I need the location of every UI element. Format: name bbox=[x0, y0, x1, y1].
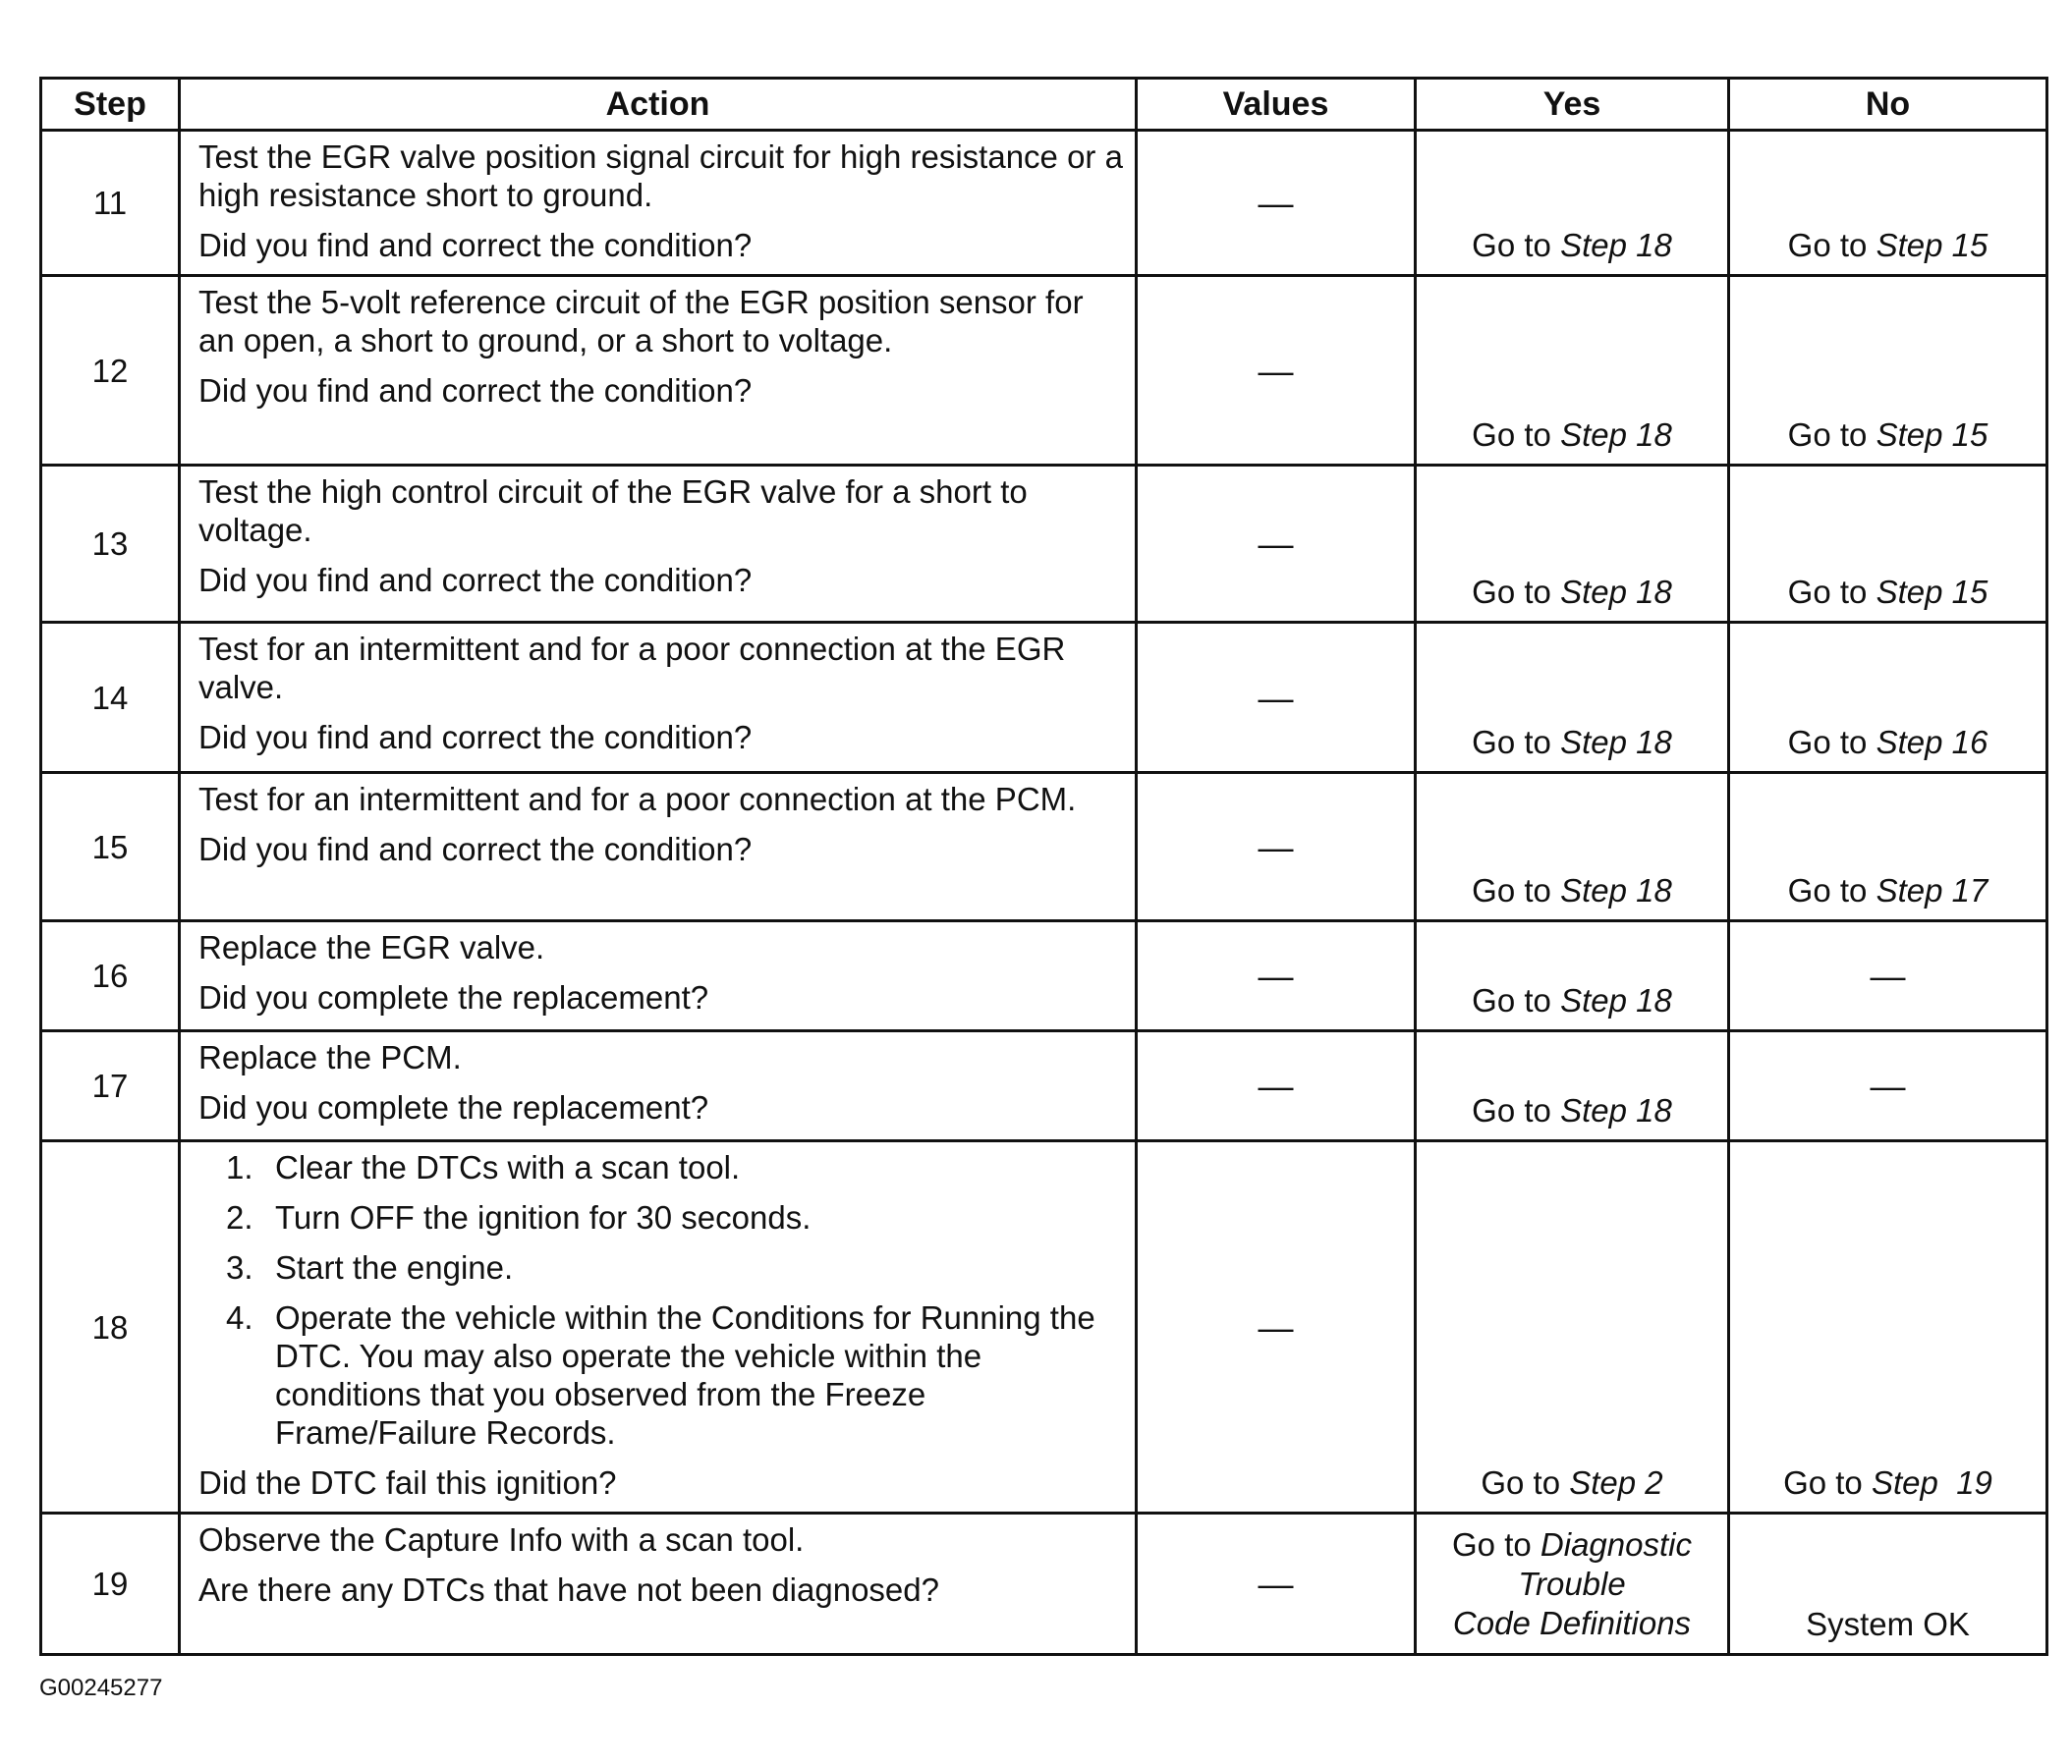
table-row bbox=[41, 1031, 2047, 1141]
yes-prefix: Go to bbox=[1472, 227, 1551, 263]
action-question: Did the DTC fail this ignition? bbox=[198, 1464, 617, 1501]
header-values: Values bbox=[1137, 79, 1416, 131]
step-number: 19 bbox=[41, 1514, 180, 1655]
values-cell: — bbox=[1137, 921, 1416, 1031]
yes-step-link: Step 2 bbox=[1569, 1464, 1663, 1501]
yes-cell bbox=[1416, 773, 1729, 921]
action-text: Test for an intermittent and for a poor connection at the EGR valve. bbox=[198, 631, 1066, 705]
no-cell bbox=[1729, 131, 2047, 276]
yes-step-link: Step 18 bbox=[1560, 724, 1672, 760]
yes-cell bbox=[1416, 131, 1729, 276]
yes-cell bbox=[1416, 623, 1729, 773]
substep-text: Clear the DTCs with a scan tool. bbox=[275, 1149, 741, 1185]
action-question: Did you complete the replacement? bbox=[198, 979, 709, 1016]
yes-step-link: Step 18 bbox=[1560, 1092, 1672, 1129]
diagnostic-table bbox=[39, 77, 2048, 1656]
yes-step-link: Step 18 bbox=[1560, 416, 1672, 453]
yes-prefix: Go to bbox=[1452, 1526, 1532, 1563]
yes-goto-line bbox=[1423, 1525, 1721, 1565]
table-row bbox=[41, 921, 2047, 1031]
yes-cell bbox=[1416, 466, 1729, 623]
step-number: 11 bbox=[41, 131, 180, 276]
step-number: 13 bbox=[41, 466, 180, 623]
action-text: Replace the PCM. bbox=[198, 1039, 462, 1075]
step-number: 16 bbox=[41, 921, 180, 1031]
no-cell: — bbox=[1729, 921, 2047, 1031]
yes-cell bbox=[1416, 921, 1729, 1031]
substep-item bbox=[226, 1148, 1125, 1186]
yes-step-link: Step 18 bbox=[1560, 982, 1672, 1019]
no-cell: System OK bbox=[1729, 1514, 2047, 1655]
action-cell bbox=[180, 276, 1137, 466]
action-text: Test the EGR valve position signal circuit for high resistance or a high resistance short to ground. bbox=[198, 138, 1123, 213]
action-text: Replace the EGR valve. bbox=[198, 929, 545, 965]
action-question: Did you find and correct the condition? bbox=[198, 227, 753, 263]
action-question: Did you find and correct the condition? bbox=[198, 562, 753, 598]
yes-cell bbox=[1416, 1031, 1729, 1141]
substep-number: 2. bbox=[226, 1199, 253, 1236]
header-step: Step bbox=[41, 79, 180, 131]
action-text: Observe the Capture Info with a scan tool. bbox=[198, 1521, 805, 1558]
no-cell bbox=[1729, 466, 2047, 623]
step-number: 18 bbox=[41, 1141, 180, 1514]
table-row bbox=[41, 466, 2047, 623]
no-step-link: Step 15 bbox=[1876, 574, 1988, 610]
yes-cell bbox=[1416, 1514, 1729, 1655]
step-number: 17 bbox=[41, 1031, 180, 1141]
yes-step-link: Step 18 bbox=[1560, 872, 1672, 909]
yes-prefix: Go to bbox=[1481, 1464, 1561, 1501]
no-cell: — bbox=[1729, 1031, 2047, 1141]
values-cell: — bbox=[1137, 623, 1416, 773]
no-prefix: Go to bbox=[1787, 574, 1868, 610]
action-cell bbox=[180, 466, 1137, 623]
yes-cell bbox=[1416, 1141, 1729, 1514]
no-prefix: Go to bbox=[1783, 1464, 1863, 1501]
action-cell bbox=[180, 773, 1137, 921]
action-cell bbox=[180, 1514, 1137, 1655]
no-step-link: Step 17 bbox=[1876, 872, 1988, 909]
action-question: Did you complete the replacement? bbox=[198, 1089, 709, 1126]
action-text: Test for an intermittent and for a poor connection at the PCM. bbox=[198, 781, 1077, 817]
no-prefix: Go to bbox=[1787, 416, 1868, 453]
no-prefix: Go to bbox=[1787, 872, 1868, 909]
values-cell: — bbox=[1137, 1141, 1416, 1514]
yes-cell bbox=[1416, 276, 1729, 466]
header-action: Action bbox=[180, 79, 1137, 131]
action-text: Test the 5-volt reference circuit of the EGR position sensor for an open, a short to ground, or a short to voltage. bbox=[198, 284, 1084, 358]
step-number: 12 bbox=[41, 276, 180, 466]
figure-code: G00245277 bbox=[39, 1675, 163, 1701]
values-cell: — bbox=[1137, 773, 1416, 921]
no-step-link: Step 15 bbox=[1876, 227, 1988, 263]
yes-prefix: Go to bbox=[1472, 416, 1551, 453]
action-text: Test the high control circuit of the EGR valve for a short to voltage. bbox=[198, 473, 1028, 548]
step-number: 15 bbox=[41, 773, 180, 921]
no-prefix: Go to bbox=[1787, 724, 1868, 760]
no-cell bbox=[1729, 1141, 2047, 1514]
substep-item bbox=[226, 1198, 1125, 1237]
table-row bbox=[41, 773, 2047, 921]
values-cell: — bbox=[1137, 276, 1416, 466]
yes-prefix: Go to bbox=[1472, 1092, 1551, 1129]
step-number: 14 bbox=[41, 623, 180, 773]
values-cell: — bbox=[1137, 131, 1416, 276]
diagnostic-table-container bbox=[39, 77, 2045, 1656]
table-row bbox=[41, 276, 2047, 466]
yes-target-line: Trouble bbox=[1518, 1566, 1626, 1602]
yes-prefix: Go to bbox=[1472, 982, 1551, 1019]
no-cell bbox=[1729, 773, 2047, 921]
values-cell: — bbox=[1137, 1514, 1416, 1655]
no-prefix: Go to bbox=[1787, 227, 1868, 263]
action-question: Did you find and correct the condition? bbox=[198, 719, 753, 755]
action-question: Did you find and correct the condition? bbox=[198, 372, 753, 409]
header-row bbox=[41, 79, 2047, 131]
header-no: No bbox=[1729, 79, 2047, 131]
yes-prefix: Go to bbox=[1472, 872, 1551, 909]
action-question: Did you find and correct the condition? bbox=[198, 831, 753, 867]
table-row bbox=[41, 131, 2047, 276]
values-cell: — bbox=[1137, 1031, 1416, 1141]
no-step-link: Step 19 bbox=[1871, 1464, 1992, 1501]
no-step-link: Step 16 bbox=[1876, 724, 1988, 760]
values-cell: — bbox=[1137, 466, 1416, 623]
substep-item bbox=[226, 1298, 1125, 1452]
no-cell bbox=[1729, 276, 2047, 466]
action-cell bbox=[180, 1031, 1137, 1141]
substep-number: 1. bbox=[226, 1149, 253, 1185]
header-yes: Yes bbox=[1416, 79, 1729, 131]
substep-number: 4. bbox=[226, 1299, 253, 1336]
yes-prefix: Go to bbox=[1472, 724, 1551, 760]
action-cell bbox=[180, 921, 1137, 1031]
action-cell bbox=[180, 131, 1137, 276]
table-row bbox=[41, 1514, 2047, 1655]
action-question: Are there any DTCs that have not been diagnosed? bbox=[198, 1571, 939, 1608]
substep-number: 3. bbox=[226, 1249, 253, 1286]
yes-target-line: Code Definitions bbox=[1452, 1605, 1692, 1641]
action-cell bbox=[180, 1141, 1137, 1514]
substep-list bbox=[198, 1148, 1125, 1452]
yes-step-link: Step 18 bbox=[1560, 227, 1672, 263]
substep-item bbox=[226, 1248, 1125, 1287]
table-row bbox=[41, 1141, 2047, 1514]
substep-text: Operate the vehicle within the Conditions for Running the DTC. You may also operate the vehicle within the conditions that you observed from the Freeze Frame/Failure Records. bbox=[275, 1299, 1095, 1451]
no-step-link: Step 15 bbox=[1876, 416, 1988, 453]
yes-target-line: Diagnostic bbox=[1540, 1526, 1692, 1563]
yes-prefix: Go to bbox=[1472, 574, 1551, 610]
action-cell bbox=[180, 623, 1137, 773]
substep-text: Start the engine. bbox=[275, 1249, 514, 1286]
yes-step-link: Step 18 bbox=[1560, 574, 1672, 610]
substep-text: Turn OFF the ignition for 30 seconds. bbox=[275, 1199, 812, 1236]
no-cell bbox=[1729, 623, 2047, 773]
table-row bbox=[41, 623, 2047, 773]
